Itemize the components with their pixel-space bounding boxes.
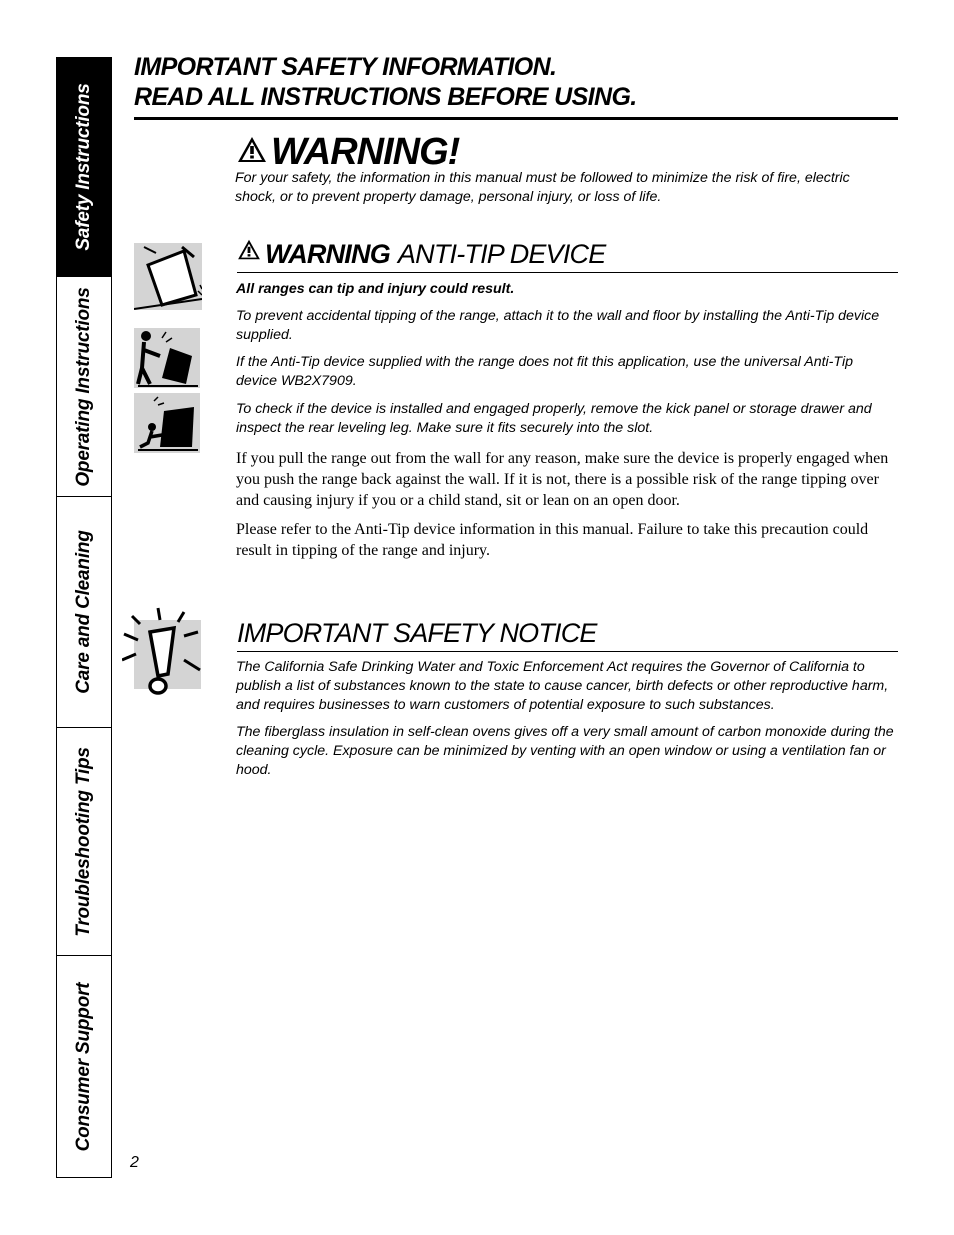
safety-notice-paragraph-2: The fiberglass insulation in self-clean ovens gives off a very small amount of carbon monoxide during the cleaning cycle. Exposure can be minimized by venting with an open window or using a ventilation fan or hood. [236, 724, 894, 778]
anti-tip-heading-bold: WARNING [265, 239, 390, 269]
anti-tip-heading [237, 237, 898, 273]
side-tabs [56, 57, 112, 1178]
tab-label: Safety Instructions [73, 83, 94, 251]
adult-on-door-illustration [134, 328, 200, 388]
anti-tip-paragraph-2: If the Anti-Tip device supplied with the range does not fit this application, use the universal Anti-Tip device WB2X7909. [236, 354, 853, 389]
anti-tip-paragraph-5: Please refer to the Anti-Tip device information in this manual. Failure to take this precaution could result in tipping of the range and injury. [236, 521, 869, 559]
safety-notice-paragraph-1: The California Safe Drinking Water and Toxic Enforcement Act requires the Governor of California to publish a list of substances known to the state to cause cancer, birth defects or other reproductive harm, and requires businesses to warn customers of potential exposure to such substances. [236, 659, 889, 713]
tab-label: Care and Cleaning [73, 530, 94, 694]
tab-label: Consumer Support [73, 982, 94, 1151]
warning-heading [237, 130, 459, 174]
header-rule [134, 117, 898, 120]
range-tipping-illustration [134, 243, 202, 310]
warning-triangle-icon [237, 239, 261, 265]
exclamation-icon [134, 620, 201, 689]
tab-label: Troubleshooting Tips [73, 746, 94, 937]
safety-notice-heading [237, 614, 898, 652]
warning-triangle-icon [237, 136, 267, 168]
tab-label: Operating Instructions [73, 286, 94, 487]
anti-tip-paragraph-1: To prevent accidental tipping of the range, attach it to the wall and floor by installing the Anti-Tip device supplied. [236, 308, 880, 343]
anti-tip-paragraph-4: If you pull the range out from the wall for any reason, make sure the device is properly engaged when you push the range back against the wall. If it is not, there is a possible risk of the range tipping over and causing injury if you or a child stand, sit or lean on an open door. [236, 450, 889, 509]
page-title-line-1: IMPORTANT SAFETY INFORMATION. [134, 53, 557, 81]
page-number: 2 [130, 1154, 139, 1171]
tab-consumer-support[interactable] [57, 956, 111, 1177]
tab-care-and-cleaning[interactable] [57, 497, 111, 728]
warning-title: WARNING! [271, 131, 460, 173]
child-on-door-illustration [134, 393, 200, 453]
anti-tip-heading-light: ANTI-TIP DEVICE [397, 239, 606, 269]
tab-troubleshooting-tips[interactable] [57, 728, 111, 956]
tab-safety-instructions[interactable] [57, 58, 111, 277]
anti-tip-lead: All ranges can tip and injury could result. [236, 281, 515, 297]
page-title-line-2: READ ALL INSTRUCTIONS BEFORE USING. [134, 83, 637, 111]
anti-tip-paragraph-3: To check if the device is installed and engaged properly, remove the kick panel or storage drawer and inspect the rear leveling leg. Make sure it fits securely into the slot. [236, 401, 872, 436]
warning-intro: For your safety, the information in this manual must be followed to minimize the risk of fire, electric shock, or to prevent property damage, personal injury, or loss of life. [235, 170, 850, 205]
safety-notice-heading-text: IMPORTANT SAFETY NOTICE [237, 618, 597, 648]
tab-operating-instructions[interactable] [57, 277, 111, 497]
page-title [134, 52, 898, 112]
